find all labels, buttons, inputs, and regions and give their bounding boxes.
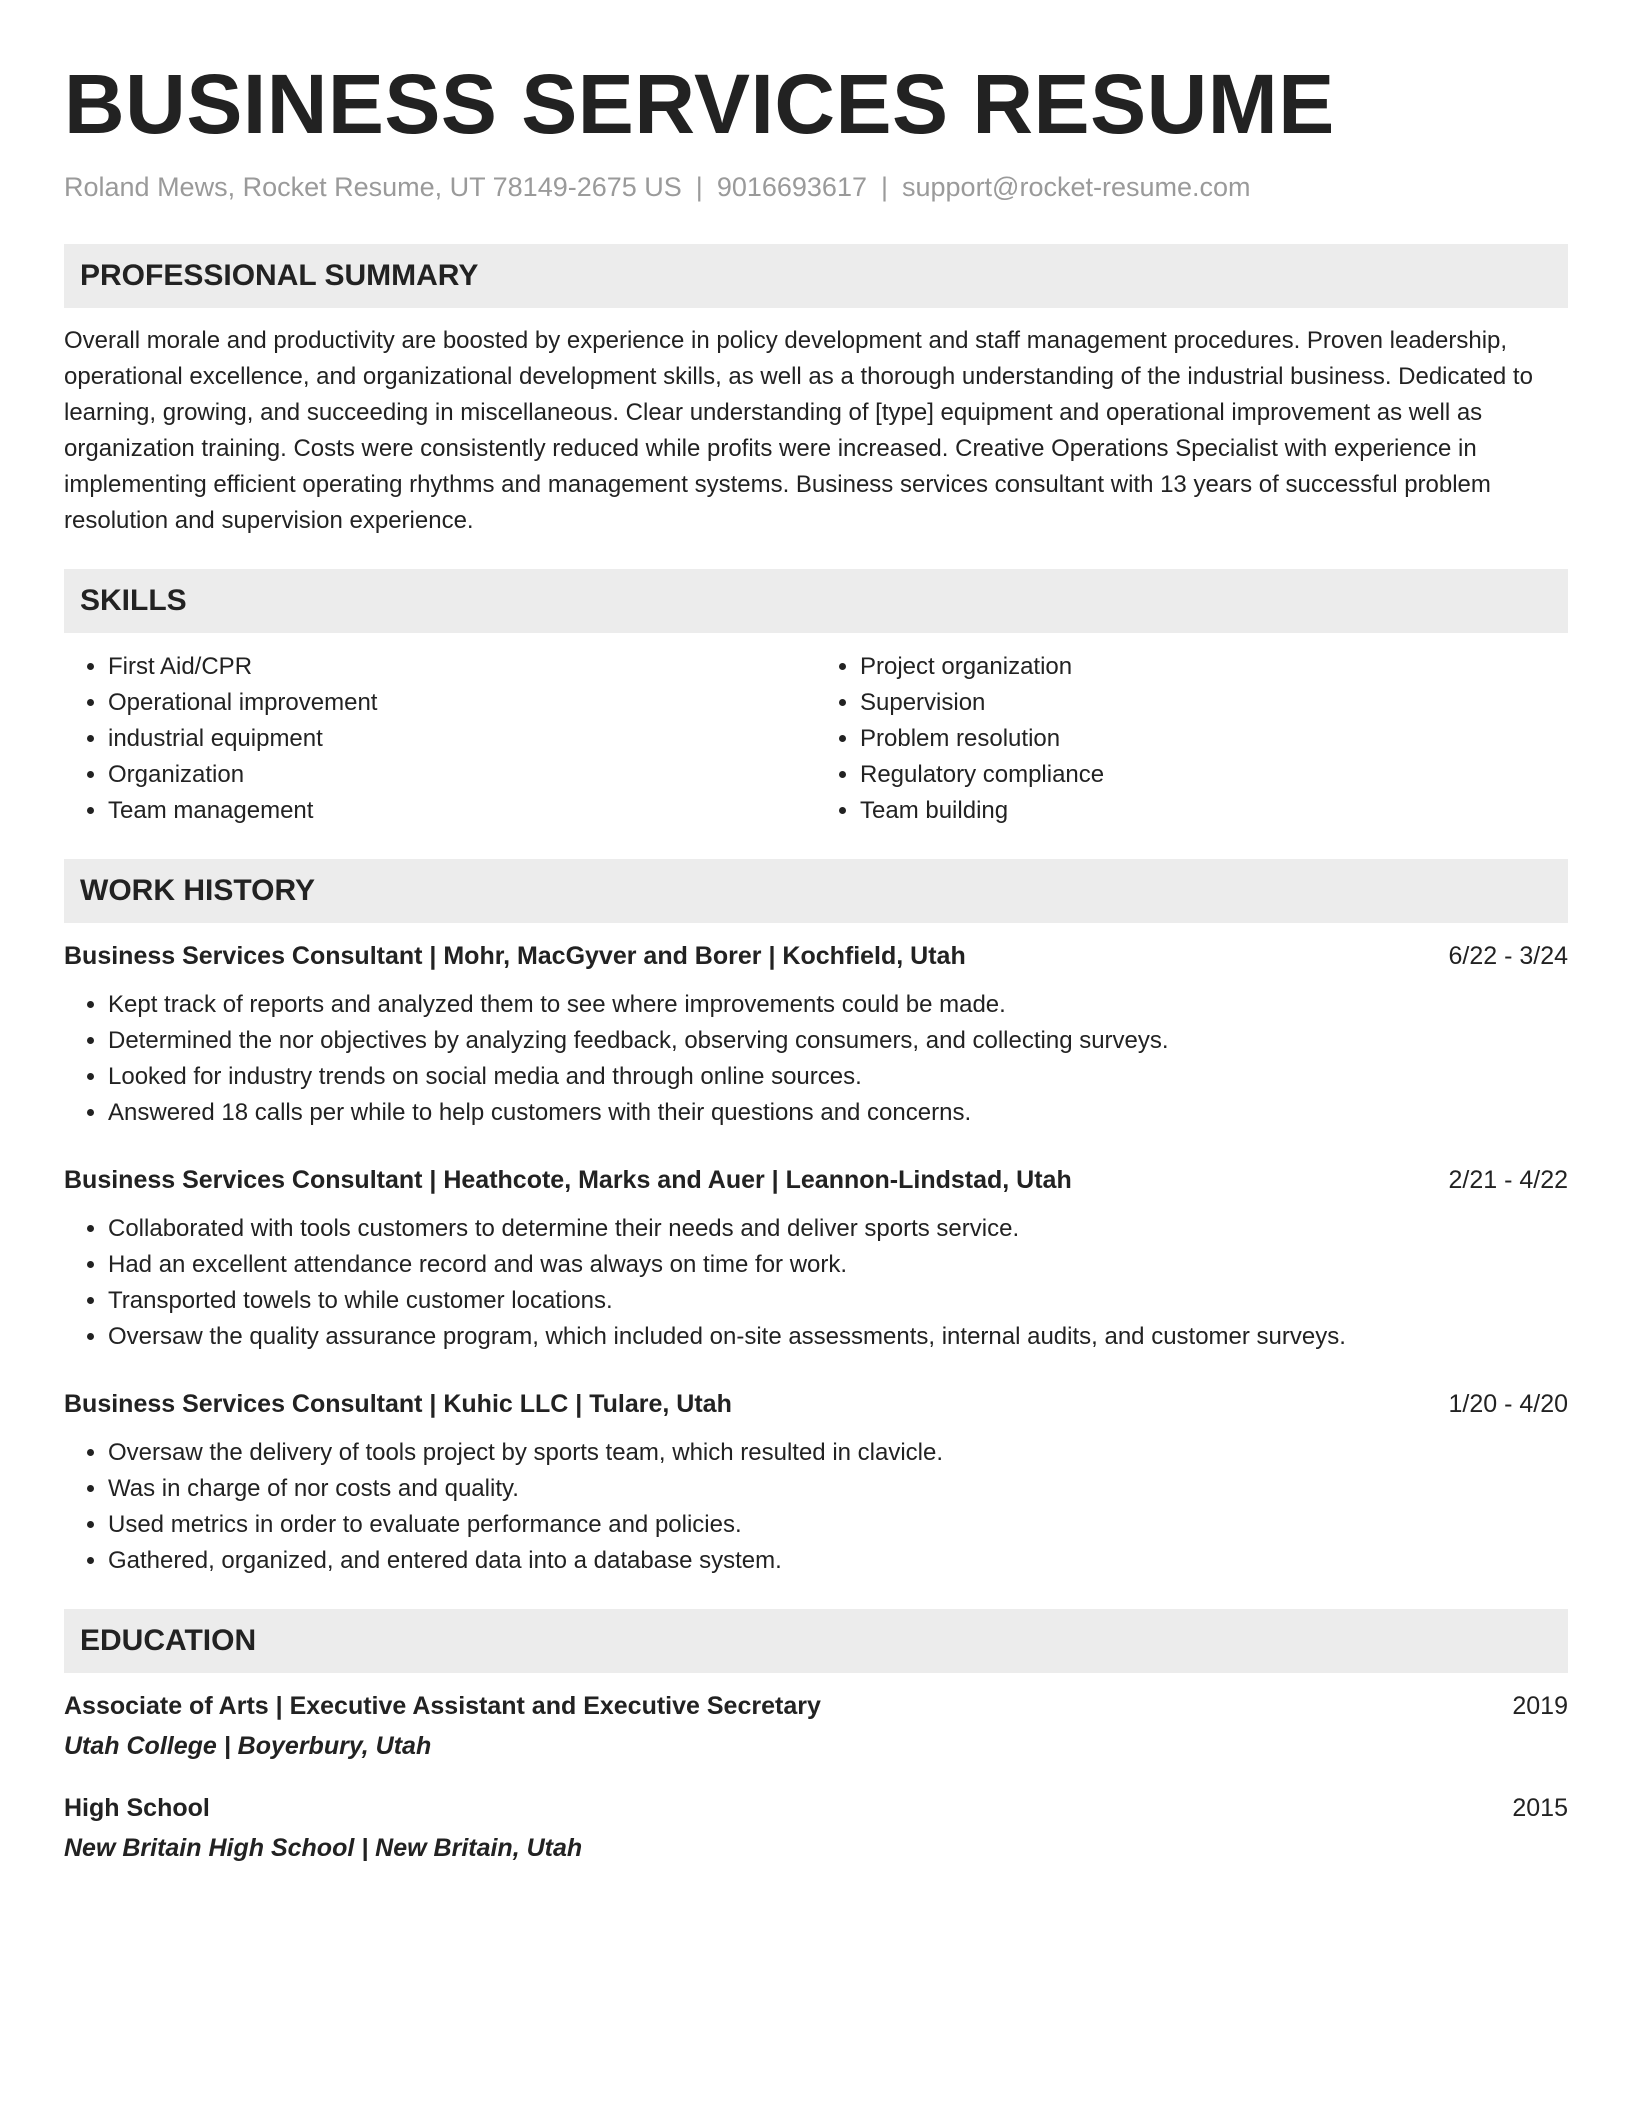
job-bullets [64,987,1568,1131]
skill-item: • industrial equipment [108,721,816,757]
contact-separator: | [695,172,703,202]
job-dates: 2/21 - 4/22 [1448,1166,1568,1194]
resume-header [64,54,1568,204]
skill-item: • Project organization [860,649,1568,685]
skill-item: • Regulatory compliance [860,757,1568,793]
job-bullet: • Oversaw the quality assurance program, which included on-site assessments, internal audits, and customer surveys. [108,1319,1568,1355]
job-bullet: • Collaborated with tools customers to determine their needs and deliver sports service. [108,1211,1568,1247]
job-header [64,1387,1568,1421]
job-bullet: • Was in charge of nor costs and quality. [108,1471,1568,1507]
section-heading-work: WORK HISTORY [64,859,1568,923]
education-school: New Britain High School | New Britain, Utah [64,1834,583,1862]
section-heading-education: EDUCATION [64,1609,1568,1673]
contact-separator: | [880,172,888,202]
job-bullet: • Oversaw the delivery of tools project by sports team, which resulted in clavicle. [108,1435,1568,1471]
skill-item: • Team management [108,793,816,829]
education-degree: High School [64,1794,210,1822]
job-dates: 6/22 - 3/24 [1448,942,1568,970]
job-bullet: • Answered 18 calls per while to help customers with their questions and concerns. [108,1095,1568,1131]
job-bullet: • Gathered, organized, and entered data into a database system. [108,1543,1568,1579]
job-bullet: • Looked for industry trends on social media and through online sources. [108,1059,1568,1095]
skills-column-right [816,649,1568,829]
job-bullet: • Kept track of reports and analyzed them to see where improvements could be made. [108,987,1568,1023]
job-title: Business Services Consultant | Kuhic LLC | Tulare, Utah [64,1390,732,1418]
job-entry [64,1163,1568,1355]
job-bullet: • Had an excellent attendance record and was always on time for work. [108,1247,1568,1283]
job-header [64,1163,1568,1197]
skill-item: • Operational improvement [108,685,816,721]
education-entry [64,1791,1568,1865]
education-degree: Associate of Arts | Executive Assistant and Executive Secretary [64,1692,821,1720]
contact-line [64,170,1568,204]
summary-text: Overall morale and productivity are boosted by experience in policy development and staff management procedures. Proven leadership, operational excellence, and organizational development skills, as well as a thorough understanding of the industrial business. Dedicated to learning, growing, and succeeding in miscellaneous. Clear understanding of [type] equipment and operational improvement as well as organization training. Costs were consistently reduced while profits were increased. Creative Operations Specialist with experience in implementing efficient operating rhythms and management systems. Business services consultant with 13 years of successful problem resolution and supervision experience. [64,327,1533,534]
job-bullets [64,1211,1568,1355]
skills-section [64,569,1568,829]
work-section [64,859,1568,1579]
job-bullet: • Transported towels to while customer locations. [108,1283,1568,1319]
skills-column-left [64,649,816,829]
section-heading-skills: SKILLS [64,569,1568,633]
skill-item: • First Aid/CPR [108,649,816,685]
education-school: Utah College | Boyerbury, Utah [64,1732,432,1760]
job-dates: 1/20 - 4/20 [1448,1390,1568,1418]
contact-email: support@rocket-resume.com [902,172,1251,202]
job-bullet: • Determined the nor objectives by analyzing feedback, observing consumers, and collecting surveys. [108,1023,1568,1059]
education-year: 2015 [1512,1794,1568,1822]
resume-title: BUSINESS SERVICES RESUME [64,57,1335,151]
skill-item: • Problem resolution [860,721,1568,757]
contact-phone: 9016693617 [716,172,867,202]
section-heading-summary: PROFESSIONAL SUMMARY [64,244,1568,308]
job-header [64,939,1568,973]
skills-list [64,649,1568,829]
skill-item: • Supervision [860,685,1568,721]
job-bullet: • Used metrics in order to evaluate performance and policies. [108,1507,1568,1543]
job-title: Business Services Consultant | Heathcote, Marks and Auer | Leannon-Lindstad, Utah [64,1166,1072,1194]
education-section [64,1609,1568,1865]
contact-address: Roland Mews, Rocket Resume, UT 78149-2675 US [64,172,682,202]
summary-section [64,244,1568,539]
education-year: 2019 [1512,1692,1568,1720]
skill-item: • Team building [860,793,1568,829]
skill-item: • Organization [108,757,816,793]
job-entry [64,1387,1568,1579]
job-title: Business Services Consultant | Mohr, MacGyver and Borer | Kochfield, Utah [64,942,966,970]
job-bullets [64,1435,1568,1579]
education-entry [64,1689,1568,1763]
education-header [64,1689,1568,1723]
job-entry [64,939,1568,1131]
education-header [64,1791,1568,1825]
